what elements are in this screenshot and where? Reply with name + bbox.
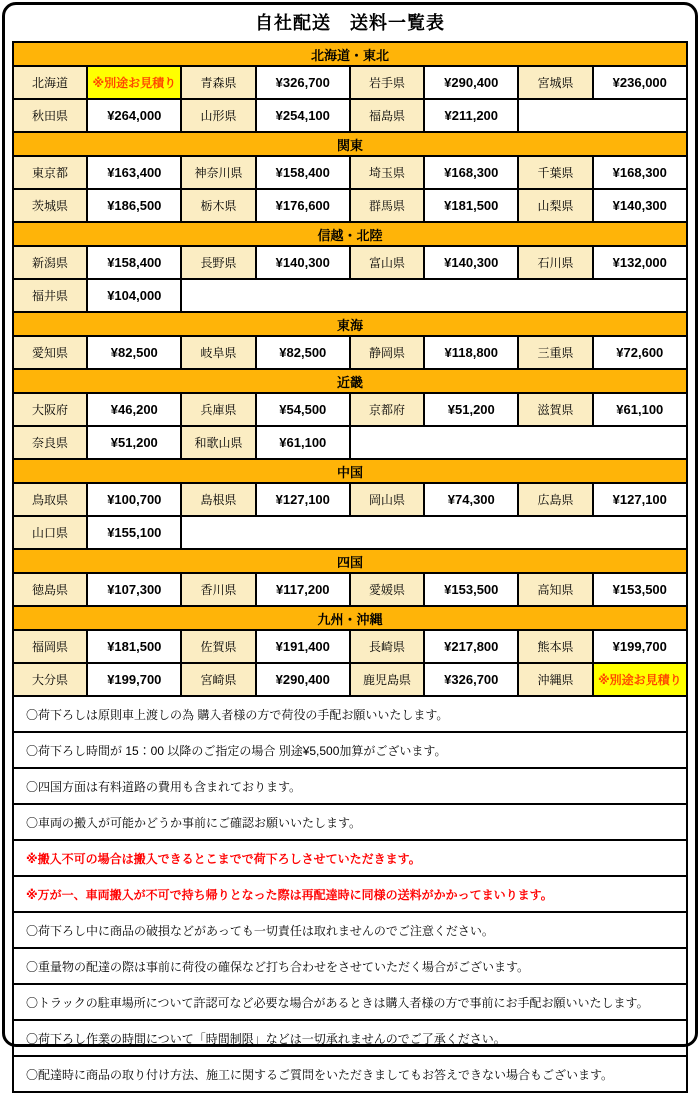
note-text: 〇荷下ろし中に商品の破損などがあっても一切責任は取れませんのでご注意ください。: [13, 912, 687, 948]
fee-row: [13, 189, 687, 222]
prefecture-cell: 広島県: [518, 483, 592, 516]
price-cell: ¥186,500: [87, 189, 181, 222]
region-header-1: 関東: [13, 132, 687, 156]
fee-row: [13, 99, 687, 132]
note-row: [13, 984, 687, 1020]
region-header-7: 九州・沖縄: [13, 606, 687, 630]
fee-row: [13, 663, 687, 696]
prefecture-cell: 高知県: [518, 573, 592, 606]
region-header-row: [13, 459, 687, 483]
prefecture-cell: 三重県: [518, 336, 592, 369]
prefecture-cell: 青森県: [181, 66, 255, 99]
fee-row: [13, 66, 687, 99]
prefecture-cell: 茨城県: [13, 189, 87, 222]
prefecture-cell: 香川県: [181, 573, 255, 606]
price-cell: ¥51,200: [87, 426, 181, 459]
price-cell: ¥74,300: [424, 483, 518, 516]
price-cell: ¥199,700: [593, 630, 687, 663]
notes-table: [12, 695, 688, 1093]
price-cell: ¥117,200: [256, 573, 350, 606]
fee-row: [13, 630, 687, 663]
price-cell: ¥82,500: [256, 336, 350, 369]
prefecture-cell: 岐阜県: [181, 336, 255, 369]
prefecture-cell: 愛媛県: [350, 573, 424, 606]
prefecture-cell: 熊本県: [518, 630, 592, 663]
price-cell: ¥140,300: [424, 246, 518, 279]
note-row: [13, 696, 687, 732]
price-cell: ¥100,700: [87, 483, 181, 516]
price-cell: ¥181,500: [424, 189, 518, 222]
region-header-row: [13, 132, 687, 156]
price-cell: ¥211,200: [424, 99, 518, 132]
region-header-row: [13, 606, 687, 630]
region-header-2: 信越・北陸: [13, 222, 687, 246]
blank-cell: [350, 426, 687, 459]
prefecture-cell: 大分県: [13, 663, 87, 696]
note-text: 〇配達時に商品の取り付け方法、施工に関するご質問をいただきましてもお答えできない場合もございます。: [13, 1056, 687, 1092]
prefecture-cell: 福岡県: [13, 630, 87, 663]
note-text: 〇荷下ろしは原則車上渡しの為 購入者様の方で荷役の手配お願いいたします。: [13, 696, 687, 732]
prefecture-cell: 北海道: [13, 66, 87, 99]
price-cell: ¥61,100: [256, 426, 350, 459]
prefecture-cell: 岩手県: [350, 66, 424, 99]
note-row: [13, 840, 687, 876]
prefecture-cell: 山形県: [181, 99, 255, 132]
note-row: [13, 1020, 687, 1056]
shipping-fee-table: [12, 41, 688, 697]
region-header-row: [13, 222, 687, 246]
price-cell-quote-required: ※別途お見積り: [593, 663, 687, 696]
prefecture-cell: 岡山県: [350, 483, 424, 516]
price-cell: ¥61,100: [593, 393, 687, 426]
note-row: [13, 768, 687, 804]
prefecture-cell: 鳥取県: [13, 483, 87, 516]
prefecture-cell: 和歌山県: [181, 426, 255, 459]
note-row: [13, 876, 687, 912]
shipping-fee-table-body: [13, 42, 687, 696]
note-warning-text: ※搬入不可の場合は搬入できるとこまでで荷下ろしさせていただきます。: [13, 840, 687, 876]
price-cell: ¥176,600: [256, 189, 350, 222]
fee-row: [13, 279, 687, 312]
price-cell: ¥199,700: [87, 663, 181, 696]
price-cell: ¥254,100: [256, 99, 350, 132]
price-cell: ¥155,100: [87, 516, 181, 549]
price-cell: ¥140,300: [256, 246, 350, 279]
prefecture-cell: 徳島県: [13, 573, 87, 606]
note-text: 〇荷下ろし作業の時間について「時間制限」などは一切承れませんのでご了承ください。: [13, 1020, 687, 1056]
price-cell: ¥163,400: [87, 156, 181, 189]
prefecture-cell: 長崎県: [350, 630, 424, 663]
price-cell: ¥191,400: [256, 630, 350, 663]
price-cell: ¥140,300: [593, 189, 687, 222]
prefecture-cell: 京都府: [350, 393, 424, 426]
prefecture-cell: 福井県: [13, 279, 87, 312]
prefecture-cell: 栃木県: [181, 189, 255, 222]
price-cell-quote-required: ※別途お見積り: [87, 66, 181, 99]
fee-row: [13, 516, 687, 549]
price-cell: ¥107,300: [87, 573, 181, 606]
notes-table-body: [13, 696, 687, 1092]
page-title: 自社配送 送料一覧表: [255, 13, 445, 33]
prefecture-cell: 山口県: [13, 516, 87, 549]
price-cell: ¥82,500: [87, 336, 181, 369]
blank-cell: [518, 99, 687, 132]
prefecture-cell: 埼玉県: [350, 156, 424, 189]
blank-cell: [181, 279, 687, 312]
note-row: [13, 804, 687, 840]
price-cell: ¥236,000: [593, 66, 687, 99]
region-header-6: 四国: [13, 549, 687, 573]
region-header-5: 中国: [13, 459, 687, 483]
price-cell: ¥153,500: [424, 573, 518, 606]
fee-row: [13, 393, 687, 426]
price-cell: ¥158,400: [256, 156, 350, 189]
prefecture-cell: 東京都: [13, 156, 87, 189]
fee-row: [13, 156, 687, 189]
prefecture-cell: 愛知県: [13, 336, 87, 369]
note-text: 〇荷下ろし時間が 15：00 以降のご指定の場合 別途¥5,500加算がございます。: [13, 732, 687, 768]
price-cell: ¥127,100: [593, 483, 687, 516]
price-cell: ¥118,800: [424, 336, 518, 369]
price-cell: ¥46,200: [87, 393, 181, 426]
prefecture-cell: 長野県: [181, 246, 255, 279]
blank-cell: [181, 516, 687, 549]
fee-row: [13, 246, 687, 279]
prefecture-cell: 新潟県: [13, 246, 87, 279]
price-cell: ¥153,500: [593, 573, 687, 606]
region-header-row: [13, 312, 687, 336]
prefecture-cell: 静岡県: [350, 336, 424, 369]
region-header-4: 近畿: [13, 369, 687, 393]
price-cell: ¥54,500: [256, 393, 350, 426]
prefecture-cell: 石川県: [518, 246, 592, 279]
price-cell: ¥72,600: [593, 336, 687, 369]
note-text: 〇車両の搬入が可能かどうか事前にご確認お願いいたします。: [13, 804, 687, 840]
note-row: [13, 1056, 687, 1092]
price-cell: ¥264,000: [87, 99, 181, 132]
price-cell: ¥181,500: [87, 630, 181, 663]
note-text: 〇四国方面は有料道路の費用も含まれております。: [13, 768, 687, 804]
price-cell: ¥158,400: [87, 246, 181, 279]
note-warning-text: ※万が一、車両搬入が不可で持ち帰りとなった際は再配達時に同様の送料がかかってまいります。: [13, 876, 687, 912]
prefecture-cell: 千葉県: [518, 156, 592, 189]
prefecture-cell: 鹿児島県: [350, 663, 424, 696]
prefecture-cell: 沖縄県: [518, 663, 592, 696]
fee-row: [13, 426, 687, 459]
price-cell: ¥168,300: [424, 156, 518, 189]
price-cell: ¥132,000: [593, 246, 687, 279]
prefecture-cell: 福島県: [350, 99, 424, 132]
prefecture-cell: 群馬県: [350, 189, 424, 222]
price-cell: ¥217,800: [424, 630, 518, 663]
note-row: [13, 912, 687, 948]
region-header-row: [13, 549, 687, 573]
prefecture-cell: 宮崎県: [181, 663, 255, 696]
price-cell: ¥290,400: [424, 66, 518, 99]
prefecture-cell: 宮城県: [518, 66, 592, 99]
price-cell: ¥326,700: [256, 66, 350, 99]
price-cell: ¥51,200: [424, 393, 518, 426]
price-cell: ¥168,300: [593, 156, 687, 189]
note-text: 〇重量物の配達の際は事前に荷役の確保など打ち合わせをさせていただく場合がございます。: [13, 948, 687, 984]
note-row: [13, 948, 687, 984]
prefecture-cell: 神奈川県: [181, 156, 255, 189]
price-cell: ¥127,100: [256, 483, 350, 516]
region-header-0: 北海道・東北: [13, 42, 687, 66]
price-cell: ¥104,000: [87, 279, 181, 312]
fee-row: [13, 336, 687, 369]
prefecture-cell: 富山県: [350, 246, 424, 279]
region-header-row: [13, 369, 687, 393]
prefecture-cell: 島根県: [181, 483, 255, 516]
prefecture-cell: 兵庫県: [181, 393, 255, 426]
prefecture-cell: 佐賀県: [181, 630, 255, 663]
price-cell: ¥290,400: [256, 663, 350, 696]
region-header-3: 東海: [13, 312, 687, 336]
prefecture-cell: 滋賀県: [518, 393, 592, 426]
price-cell: ¥326,700: [424, 663, 518, 696]
note-text: 〇トラックの駐車場所について許認可など必要な場合があるときは購入者様の方で事前にお手配お願いいたします。: [13, 984, 687, 1020]
prefecture-cell: 山梨県: [518, 189, 592, 222]
prefecture-cell: 大阪府: [13, 393, 87, 426]
fee-row: [13, 573, 687, 606]
fee-row: [13, 483, 687, 516]
prefecture-cell: 秋田県: [13, 99, 87, 132]
region-header-row: [13, 42, 687, 66]
note-row: [13, 732, 687, 768]
prefecture-cell: 奈良県: [13, 426, 87, 459]
